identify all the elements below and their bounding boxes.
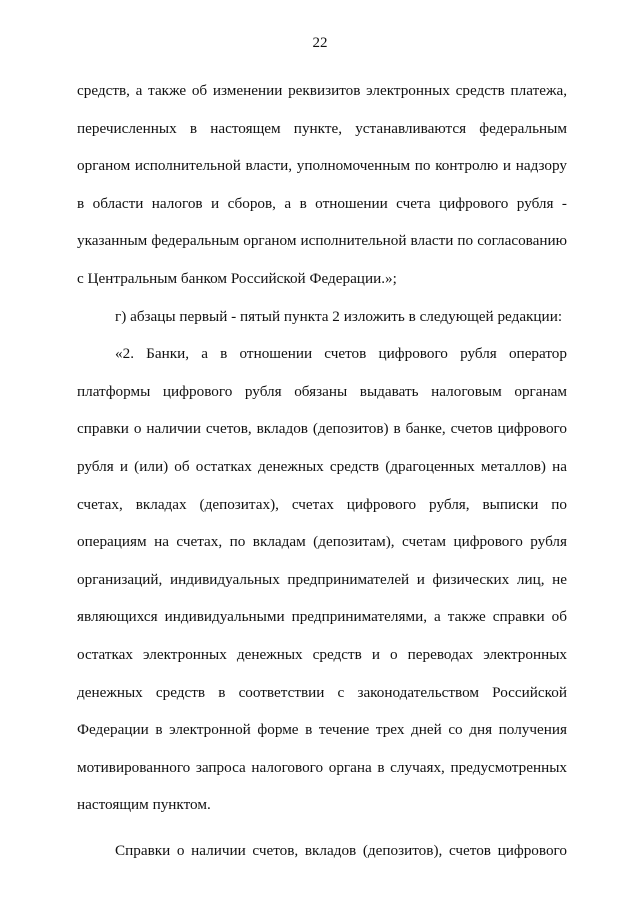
paragraph-4 (77, 832, 567, 870)
text-line: Справки о наличии счетов, вкладов (депозитов), счетов цифрового (115, 841, 567, 859)
text-line: остатках электронных денежных средств и о переводах электронных (77, 645, 567, 663)
text-line: счетах, вкладах (депозитах), счетах цифрового рубля, выписки по (77, 495, 567, 513)
text-line: органом исполнительной власти, уполномоченным по контролю и надзору (77, 157, 567, 175)
page-number: 22 (312, 35, 328, 51)
text-line: справки о наличии счетов, вкладов (депозитов) в банке, счетов цифрового (77, 420, 567, 438)
paragraph-spacer (77, 824, 567, 832)
text-line: рубля и (или) об остатках денежных средств (драгоценных металлов) на (77, 457, 567, 475)
paragraph-2 (77, 298, 567, 336)
text-line: организаций, индивидуальных предпринимателей и физических лиц, не (77, 570, 567, 588)
text-line: настоящим пунктом. (77, 796, 211, 814)
paragraph-3 (77, 335, 567, 824)
text-line: операциям на счетах, по вкладам (депозитам), счетам цифрового рубля (77, 533, 567, 551)
text-line: с Центральным банком Российской Федерации.»; (77, 269, 397, 287)
document-body (77, 72, 567, 869)
text-line: средств, а также об изменении реквизитов электронных средств платежа, (77, 82, 567, 99)
text-line: денежных средств в соответствии с законодательством Российской (77, 683, 567, 701)
text-line: указанным федеральным органом исполнительной власти по согласованию (77, 232, 567, 250)
text-line: мотивированного запроса налогового органа в случаях, предусмотренных (77, 758, 567, 776)
text-line: Федерации в электронной форме в течение трех дней со дня получения (77, 721, 567, 739)
text-line: являющихся индивидуальными предпринимателями, а также справки об (77, 608, 567, 626)
text-line: г) абзацы первый - пятый пункта 2 изложить в следующей редакции: (115, 307, 563, 325)
paragraph-1 (77, 72, 567, 298)
text-line: «2. Банки, а в отношении счетов цифрового рубля оператор (115, 345, 567, 363)
text-line: платформы цифрового рубля обязаны выдавать налоговым органам (77, 382, 567, 400)
text-line: в области налогов и сборов, а в отношении счета цифрового рубля - (77, 194, 567, 212)
text-line: перечисленных в настоящем пункте, устанавливаются федеральным (77, 119, 567, 137)
